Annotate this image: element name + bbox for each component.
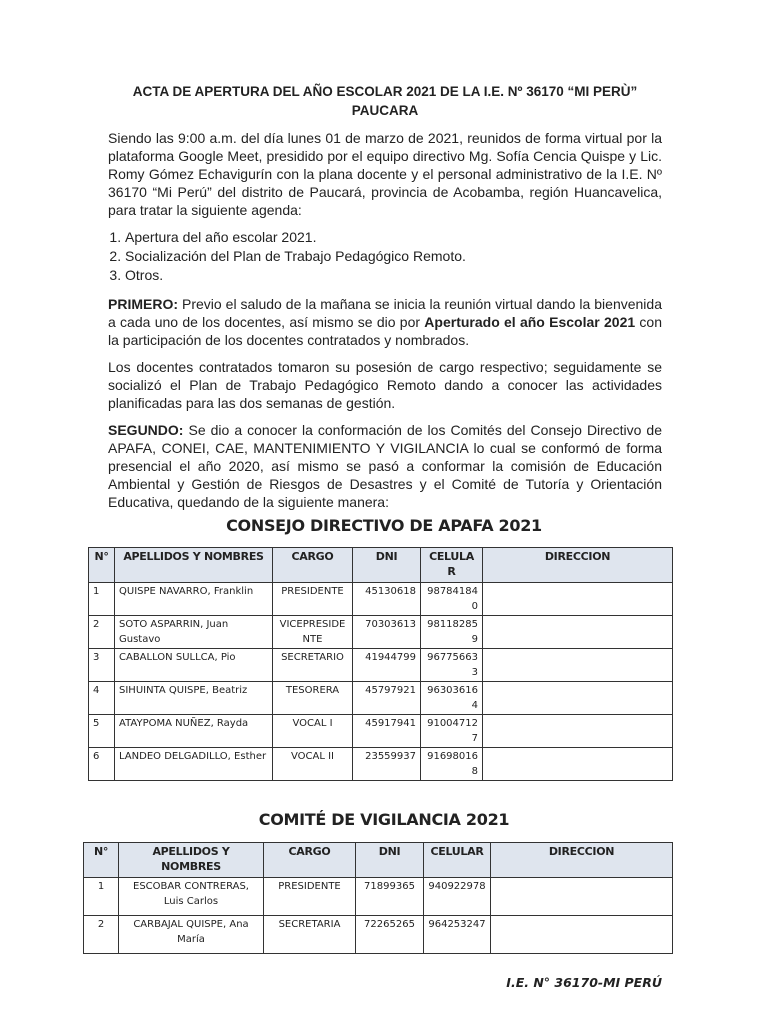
cell-name: QUISPE NAVARRO, Franklin [115, 583, 273, 616]
cell-cargo: TESORERA [273, 682, 353, 715]
column-header: CELULAR [421, 548, 483, 583]
cell-name: ATAYPOMA NUÑEZ, Rayda [115, 715, 273, 748]
cell-cel: 963036164 [421, 682, 483, 715]
table-row [89, 583, 673, 616]
column-header: APELLIDOS Y NOMBRES [119, 843, 264, 878]
cell-dir [483, 715, 673, 748]
title-line-1: ACTA DE APERTURA DEL AÑO ESCOLAR 2021 DE LA I.E. Nº 36170 “MI PERÙ” [132, 84, 638, 99]
document-title [108, 82, 662, 120]
title-line-2: PAUCARA [351, 103, 419, 118]
column-header: DIRECCION [483, 548, 673, 583]
cell-cel: 967756633 [421, 649, 483, 682]
cell-dni: 70303613 [353, 616, 421, 649]
column-header: DNI [356, 843, 424, 878]
cell-dir [483, 748, 673, 781]
cell-name: ESCOBAR CONTRERAS, Luis Carlos [119, 878, 264, 916]
table-row [84, 916, 673, 954]
cell-cargo: VOCAL II [273, 748, 353, 781]
segundo-text: Se dio a conocer la conformación de los Comités del Consejo Directivo de APAFA, CONEI, CAE, MANTENIMIENTO Y VIGILANCIA lo cual se conformó de forma presencial el año 2020, así mismo se pasó a conformar la comisión de Educación Ambiental y Gestión de Riesgos de Desastres y el Comité de Tutoría y Orientación Educativa, quedando de la siguiente manera: [108, 422, 662, 510]
cell-name: CABALLON SULLCA, Pio [115, 649, 273, 682]
vigilancia-title: COMITÉ DE VIGILANCIA 2021 [258, 810, 510, 829]
cell-cel: 981182859 [421, 616, 483, 649]
cell-dir [483, 649, 673, 682]
cell-cel: 910047127 [421, 715, 483, 748]
cell-n: 1 [89, 583, 115, 616]
column-header: CARGO [264, 843, 356, 878]
document-body [108, 82, 662, 520]
agenda-item: 3. Otros. [125, 266, 662, 285]
cell-cel: 916980168 [421, 748, 483, 781]
cell-dir [491, 916, 673, 954]
cell-n: 4 [89, 682, 115, 715]
cell-dni: 72265265 [356, 916, 424, 954]
column-header: APELLIDOS Y NOMBRES [115, 548, 273, 583]
cell-cargo: SECRETARIA [264, 916, 356, 954]
cell-n: 5 [89, 715, 115, 748]
column-header: CARGO [273, 548, 353, 583]
cell-cel: 987841840 [421, 583, 483, 616]
cell-dir [483, 616, 673, 649]
agenda-list [108, 228, 662, 285]
cell-dni: 45917941 [353, 715, 421, 748]
footer-institution: I.E. N° 36170-MI PERÚ [506, 975, 662, 990]
agenda-item: 2. Socialización del Plan de Trabajo Pedagógico Remoto. [125, 247, 662, 266]
cell-dni: 45797921 [353, 682, 421, 715]
cell-name: LANDEO DELGADILLO, Esther [115, 748, 273, 781]
table-header-row [84, 843, 673, 878]
table-row [89, 616, 673, 649]
cell-name: SOTO ASPARRIN, Juan Gustavo [115, 616, 273, 649]
docentes-paragraph: Los docentes contratados tomaron su posesión de cargo respectivo; seguidamente se socializó el Plan de Trabajo Pedagógico Remoto dando a conocer las actividades planificadas para las dos semanas de gestión. [108, 359, 662, 411]
table-header-row [89, 548, 673, 583]
column-header: N° [89, 548, 115, 583]
cell-cel: 940922978 [424, 878, 491, 916]
vigilancia-table [83, 842, 673, 954]
intro-paragraph: Siendo las 9:00 a.m. del día lunes 01 de marzo de 2021, reunidos de forma virtual por la plataforma Google Meet, presidido por el equipo directivo Mg. Sofía Cencia Quispe y Lic. Romy Gómez Echavigurín con la plana docente y el personal administrativo de la I.E. Nº 36170 “Mi Perú” del distrito de Paucará, provincia de Acobamba, región Huancavelica, para tratar la siguiente agenda: [108, 130, 662, 218]
table-row [89, 715, 673, 748]
column-header: DNI [353, 548, 421, 583]
table-row [84, 878, 673, 916]
cell-name: SIHUINTA QUISPE, Beatriz [115, 682, 273, 715]
cell-dni: 45130618 [353, 583, 421, 616]
primero-text-end: con la participación de los docentes contratados y nombrados. [108, 314, 662, 348]
table-row [89, 649, 673, 682]
cell-cargo: PRESIDENTE [264, 878, 356, 916]
agenda-item: 1. Apertura del año escolar 2021. [125, 228, 662, 247]
cell-n: 2 [89, 616, 115, 649]
primero-paragraph [108, 295, 662, 349]
table-row [89, 748, 673, 781]
segundo-paragraph [108, 421, 662, 511]
column-header: N° [84, 843, 119, 878]
cell-n: 2 [84, 916, 119, 954]
cell-dir [483, 583, 673, 616]
cell-n: 1 [84, 878, 119, 916]
cell-dir [491, 878, 673, 916]
cell-cargo: VICEPRESIDENTE [273, 616, 353, 649]
column-header: DIRECCION [491, 843, 673, 878]
primero-label: PRIMERO: [108, 296, 178, 312]
cell-cargo: PRESIDENTE [273, 583, 353, 616]
cell-cargo: VOCAL I [273, 715, 353, 748]
apafa-table [88, 547, 673, 781]
apafa-title: CONSEJO DIRECTIVO DE APAFA 2021 [226, 516, 542, 535]
cell-dni: 41944799 [353, 649, 421, 682]
cell-n: 6 [89, 748, 115, 781]
cell-dni: 71899365 [356, 878, 424, 916]
cell-cel: 964253247 [424, 916, 491, 954]
cell-dni: 23559937 [353, 748, 421, 781]
segundo-label: SEGUNDO: [108, 422, 184, 438]
primero-bold: Aperturado el año Escolar 2021 [424, 314, 636, 330]
column-header: CELULAR [424, 843, 491, 878]
cell-dir [483, 682, 673, 715]
cell-name: CARBAJAL QUISPE, Ana María [119, 916, 264, 954]
primero-text: Previo el saludo de la mañana se inicia la reunión virtual dando la bienvenida a cada uno de los docentes, así mismo se dio por [108, 296, 662, 330]
table-row [89, 682, 673, 715]
cell-n: 3 [89, 649, 115, 682]
cell-cargo: SECRETARIO [273, 649, 353, 682]
